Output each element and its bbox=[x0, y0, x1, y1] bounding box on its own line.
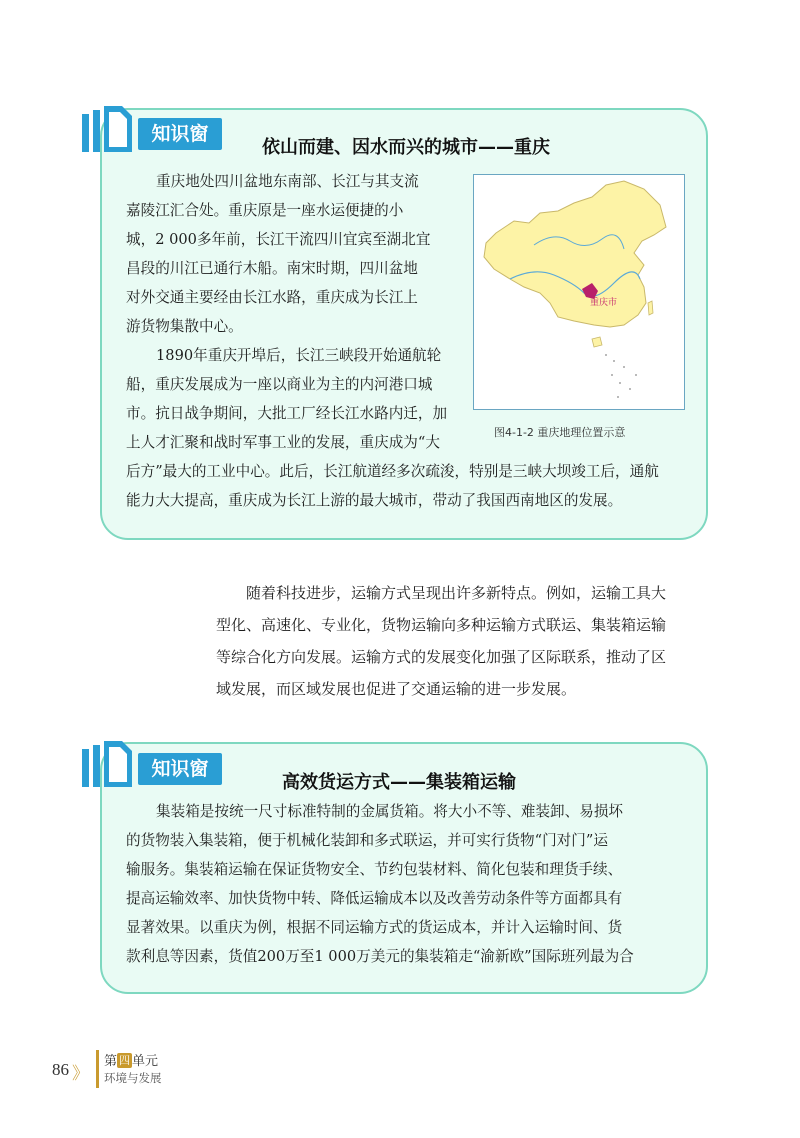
unit-divider bbox=[96, 1050, 99, 1088]
box-text-line: 集装箱是按统一尺寸标准特制的金属货箱。将大小不等、难装卸、易损坏 bbox=[156, 803, 624, 820]
box-text-line: 嘉陵江汇合处。重庆原是一座水运便捷的小 bbox=[126, 202, 404, 219]
box-text-line: 昌段的川江已通行木船。南宋时期，四川盆地 bbox=[126, 260, 418, 277]
box-title: 高效货运方式——集装箱运输 bbox=[282, 772, 516, 793]
box-text-line: 游货物集散中心。 bbox=[126, 318, 243, 335]
page-arrows-icon: 》 bbox=[72, 1064, 85, 1084]
knowledge-window-logo-icon bbox=[78, 100, 138, 160]
box-text-line: 提高运输效率、加快货物中转、降低运输成本以及改善劳动条件等方面都具有 bbox=[126, 890, 623, 907]
box-text-line: 输服务。集装箱运输在保证货物安全、节约包装材料、简化包装和理货手续、 bbox=[126, 861, 623, 878]
knowledge-window-tag: 知识窗 bbox=[138, 118, 222, 150]
page-number: 86 bbox=[52, 1060, 69, 1079]
body-text-line: 随着科技进步，运输方式呈现出许多新特点。例如，运输工具大 bbox=[246, 584, 667, 602]
box-text-line: 能力大大提高，重庆成为长江上游的最大城市，带动了我国西南地区的发展。 bbox=[126, 492, 623, 509]
taiwan-island bbox=[648, 301, 653, 315]
box-text-line: 显著效果。以重庆为例，根据不同运输方式的货运成本，并计入运输时间、货 bbox=[126, 919, 623, 936]
box-text-line: 城，2 000多年前，长江干流四川宜宾至湖北宜 bbox=[126, 231, 431, 248]
unit-title: 环境与发展 bbox=[104, 1071, 162, 1085]
box-text-line: 对外交通主要经由长江水路，重庆成为长江上 bbox=[126, 289, 418, 306]
map-label-chongqing: 重庆市 bbox=[590, 298, 618, 308]
knowledge-window-logo-icon bbox=[78, 735, 138, 795]
unit-suffix: 单元 bbox=[132, 1054, 159, 1069]
unit-number-badge: 四 bbox=[119, 1054, 131, 1067]
box-text-line: 1890年重庆开埠后，长江三峡段开始通航轮 bbox=[156, 347, 442, 364]
box-text-line: 重庆地处四川盆地东南部、长江与其支流 bbox=[156, 173, 419, 190]
figure-caption: 图4-1-2 重庆地理位置示意 bbox=[494, 426, 626, 439]
box-text-line: 后方”最大的工业中心。此后，长江航道经多次疏浚，特别是三峡大坝竣工后，通航 bbox=[126, 463, 659, 480]
box-text-line: 款利息等因素，货值200万至1 000万美元的集装箱走“渝新欧”国际班列最为合 bbox=[126, 948, 634, 965]
body-text-line: 型化、高速化、专业化，货物运输向多种运输方式联运、集装箱运输 bbox=[216, 616, 667, 634]
body-text-line: 等综合化方向发展。运输方式的发展变化加强了区际联系，推动了区 bbox=[216, 648, 667, 666]
box-text-line: 的货物装入集装箱，便于机械化装卸和多式联运，并可实行货物“门对门”运 bbox=[126, 832, 608, 849]
hainan-island bbox=[592, 337, 602, 347]
box-title: 依山而建、因水而兴的城市——重庆 bbox=[262, 137, 550, 158]
unit-heading bbox=[104, 1050, 158, 1069]
knowledge-window-tag: 知识窗 bbox=[138, 753, 222, 785]
box-text-line: 上人才汇聚和战时军事工业的发展，重庆成为“大 bbox=[126, 434, 440, 451]
china-map-outline bbox=[484, 181, 666, 327]
unit-prefix: 第 bbox=[104, 1054, 118, 1069]
box-text-line: 市。抗日战争期间，大批工厂经长江水路内迁，加 bbox=[126, 405, 448, 422]
south-china-sea-islands bbox=[605, 354, 637, 398]
china-map-figure bbox=[473, 174, 685, 410]
body-text-line: 域发展，而区域发展也促进了交通运输的进一步发展。 bbox=[216, 680, 577, 698]
box-text-line: 船，重庆发展成为一座以商业为主的内河港口城 bbox=[126, 376, 433, 393]
